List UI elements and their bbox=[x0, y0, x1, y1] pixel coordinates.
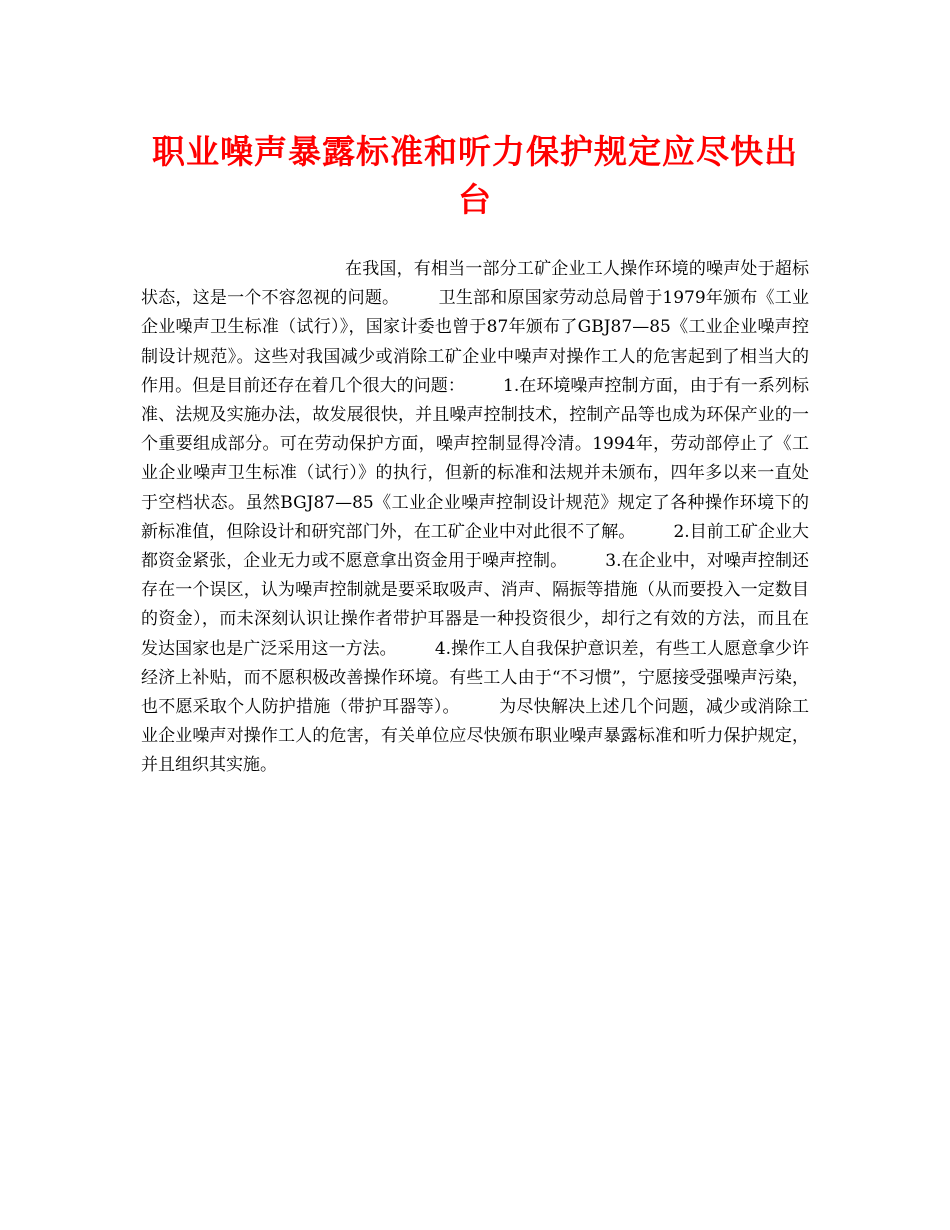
document-body-paragraph: 在我国，有相当一部分工矿企业工人操作环境的噪声处于超标状态，这是一个不容忽视的问题。 卫生部和原国家劳动总局曾于1979年颁布《工业企业噪声卫生标准（试行）》，国家计委也曾于87年颁布了GBJ87—85《工业企业噪声控制设计规范》。这些对我国减少或消除工矿企业中噪声对操作工人的危害起到了相当大的作用。但是目前还存在着几个很大的问题： 1.在环境噪声控制方面，由于有一系列标准、法规及实施办法，故发展很快，并且噪声控制技术，控制产品等也成为环保产业的一个重要组成部分。可在劳动保护方面，噪声控制显得冷清。1994年，劳动部停止了《工业企业噪声卫生标准（试行）》的执行，但新的标准和法规并未颁布，四年多以来一直处于空档状态。虽然BGJ87—85《工业企业噪声控制设计规范》规定了各种操作环境下的新标准值，但除设计和研究部门外，在工矿企业中对此很不了解。 2.目前工矿企业大都资金紧张，企业无力或不愿意拿出资金用于噪声控制。 3.在企业中，对噪声控制还存在一个误区，认为噪声控制就是要采取吸声、消声、隔振等措施（从而要投入一定数目的资金），而未深刻认识让操作者带护耳器是一种投资很少，却行之有效的方法，而且在发达国家也是广泛采用这一方法。 4.操作工人自我保护意识差，有些工人愿意拿少许经济上补贴，而不愿积极改善操作环境。有些工人由于“不习惯”，宁愿接受强噪声污染，也不愿采取个人防护措施（带护耳器等）。 为尽快解决上述几个问题，减少或消除工业企业噪声对操作工人的危害，有关单位应尽快颁布职业噪声暴露标准和听力保护规定，并且组织其实施。 bbox=[141, 259, 809, 776]
document-title: 职业噪声暴露标准和听力保护规定应尽快出台 bbox=[152, 132, 798, 219]
